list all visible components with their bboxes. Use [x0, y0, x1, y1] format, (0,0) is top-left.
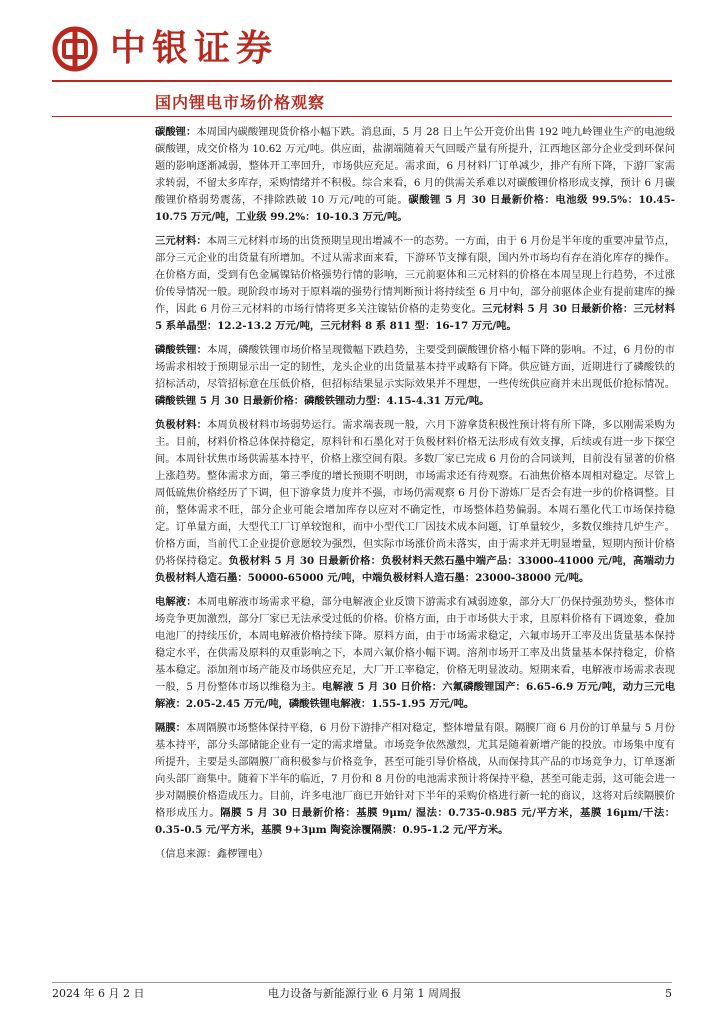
paragraph-text: 本周三元材料市场的出货预期呈现出增减不一的态势。一方面，由于 6 月份是半年度的重要冲量节点，部分三元企业的出货量有所增加。不过从需求面来看，下游环节支撑有限，国内外市场均有存在消化库存的操作。在价格方面，受到有色金属镍钴价格强势行情的影响，三元前驱体和三元材料的价格在本周呈现上行趋势，不过涨价传导情况一般。现阶段市场对于原料端的强势行情判断预计将持续至 6 月中旬，部分前驱体企业有提前建库的操作，因此 6 月份三元材料的市场行情将更多关注镍钴价格的走势变化。: [155, 235, 675, 315]
paragraph-lithium-carbonate: [155, 124, 675, 226]
price-summary: 隔膜 5 月 30 日最新价格：基膜 9μm/ 湿法：0.735-0.985 元/平方米，基膜 16μm/干法：0.35-0.5 元/平方米，基膜 9+3μm 陶瓷涂覆隔膜：0.95-1.2 元/平方米。: [155, 807, 675, 836]
price-summary: 负极材料 5 月 30 日最新价格：负极材料天然石墨中端产品：33000-41000 元/吨，高端动力负极材料人造石墨：50000-65000 元/吨，中端负极材料人造石墨：23000-38000 元/吨。: [155, 555, 676, 584]
price-summary: 三元材料 5 月 30 日最新价格：三元材料 5 系单晶型：12.2-13.2 万元/吨，三元材料 8 系 811 型：16-17 万元/吨。: [155, 303, 675, 332]
paragraph-text: 本周隔膜市场整体保持平稳，6 月份下游排产相对稳定，整体增量有限。隔膜厂商 6 月份的订单量与 5 月份基本持平，部分头部储能企业有一定的需求增量。市场竞争依然激烈，尤其是随着新增产能的投放。市场集中度有所提升，主要是头部隔膜厂商积极参与价格竞争，甚至可能引导价格战，从而保持其产品的市场竞争力，订单逐渐向头部厂商集中。随着下半年的临近，7 月份和 8 月份的电池需求预计将保持平稳，甚至可能走弱，这可能会进一步对隔膜价格造成压力。目前，许多电池厂商已开始针对下半年的采购价格进行新一轮的商议，这将对后续隔膜价格形成压力。: [155, 722, 676, 819]
price-summary: 碳酸锂 5 月 30 日最新价格：电池级 99.5%：10.45-10.75 万元/吨，工业级 99.2%：10-10.3 万元/吨。: [155, 194, 676, 223]
paragraph-lfp: [155, 342, 675, 410]
paragraph-ternary-materials: [155, 233, 675, 335]
page-number: 5: [665, 987, 672, 1000]
article-body: [155, 124, 675, 870]
price-summary: 磷酸铁锂 5 月 30 日最新价格：磷酸铁锂动力型：4.15-4.31 万元/吨。: [155, 395, 490, 407]
section-title: 国内锂电市场价格观察: [155, 93, 326, 112]
paragraph-text: 本周国内碳酸锂现货价格小幅下跌。消息面，5 月 28 日上午公开竞价出售 192 吨九岭锂业生产的电池级碳酸锂，成交价格为 10.62 万元/吨。供应面，盐湖端随着天气回暖产量有所提升，江西地区部分企业受到环保问题的影响逐渐减弱，整体开工率回升，市场供应充足。需求面，6 月材料厂订单减少，排产有所下降，下游厂家需求转弱，不留太多库存，采购情绪并不积极。综合来看，6 月的供需关系难以对碳酸锂价格形成支撑，预计 6 月碳酸锂价格弱势震荡，不排除跌破 10 万元/吨的可能。: [155, 126, 676, 206]
report-date: 2024 年 6 月 2 日: [52, 987, 145, 1000]
paragraph-text: 本周负极材料市场弱势运行。需求端表现一般，六月下游拿货积极性预计将有所下降，多以刚需采购为主。目前，材料价格总体保持稳定，原料针和石墨化对于负极材料价格无法形成有效支撑，后续或有进一步下探空间。本周针状焦市场供需基本持平，价格上涨空间有限。多数厂家已完成 6 月份的合同谈判，目前没有显著的价格上涨趋势。整体需求方面，第三季度的增长预期不明朗，市场需求还有待观察。石油焦价格本周相对稳定。尽管上周低硫焦价格经历了下调，但下游拿货力度并不强，市场仍需观察 6 月份下游炼厂是否会有进一步的价格调整。目前，整体需求不旺，部分企业可能会增加库存以应对不确定性，市场整体趋势偏弱。本周石墨化代工市场保持稳定。订单量方面，大型代工厂订单较饱和，而中小型代工厂因技术成本问题，订单量较少，多数仅维持几炉生产。价格方面，当前代工企业提价意愿较为强烈，但实际市场涨价尚未落实，由于需求并无明显增量，短期内预计价格仍将保持稳定。: [155, 419, 676, 567]
price-summary: 电解液 5 月 30 日价格：六氟磷酸锂国产：6.65-6.9 万元/吨，动力三元电解液：2.05-2.45 万元/吨，磷酸铁锂电解液：1.55-1.95 万元/吨。: [155, 681, 675, 710]
source-note: （信息来源：鑫椤锂电）: [155, 848, 269, 860]
brand-name: 中银证券: [110, 28, 279, 69]
report-name: 电力设备与新能源行业 6 月第 1 周周报: [268, 987, 461, 1000]
paragraph-text: 本周电解液市场需求平稳，部分电解液企业反馈下游需求有减弱迹象，部分大厂仍保持强劲势头，整体市场竞争更加激烈，部分厂家已无法承受过低的价格。价格方面，由于市场供大于求，且原料价格有下调迹象，叠加电池厂的持续压价，本周电解液价格持续下降。原料方面，由于市场需求稳定，六氟市场开工率及出货量基本保持稳定水平，在供需及原料的双重影响之下，本周六氟价格小幅下调。溶剂市场开工率及出货量基本保持稳定，价格基本稳定。添加剂市场产能及市场供应充足，大厂开工率稳定，价格无明显波动。短期来看，电解液市场需求表现一般，5 月份整体市场以维稳为主。: [155, 596, 675, 693]
paragraph-text: 本周，磷酸铁锂市场价格呈现微幅下跌趋势，主要受到碳酸锂价格小幅下降的影响。不过，6 月份的市场需求相较于预期显示出一定的韧性，龙头企业的出货量基本持平或略有下降。供应链方面，近期进行了磷酸铁的招标活动，尽管招标意在压低价格，但招标结果显示实际效果并不理想，一些传统供应商并未出现低价抢标情况。: [155, 344, 675, 390]
paragraph-lead: 负极材料：: [155, 419, 208, 431]
paragraph-separator: [155, 720, 675, 839]
paragraph-lead: 隔膜：: [155, 722, 186, 734]
bank-of-china-logo: [52, 26, 98, 72]
title-divider: [52, 116, 672, 117]
paragraph-anode-materials: [155, 417, 675, 587]
header-divider: [52, 80, 672, 82]
paragraph-lead: 电解液：: [155, 596, 197, 608]
paragraph-lead: 磷酸铁锂：: [155, 344, 208, 356]
paragraph-electrolyte: [155, 594, 675, 713]
page-footer: [52, 986, 672, 1002]
paragraph-lead: 三元材料：: [155, 235, 207, 247]
paragraph-lead: 碳酸锂：: [155, 126, 197, 138]
footer-divider: [52, 982, 672, 983]
